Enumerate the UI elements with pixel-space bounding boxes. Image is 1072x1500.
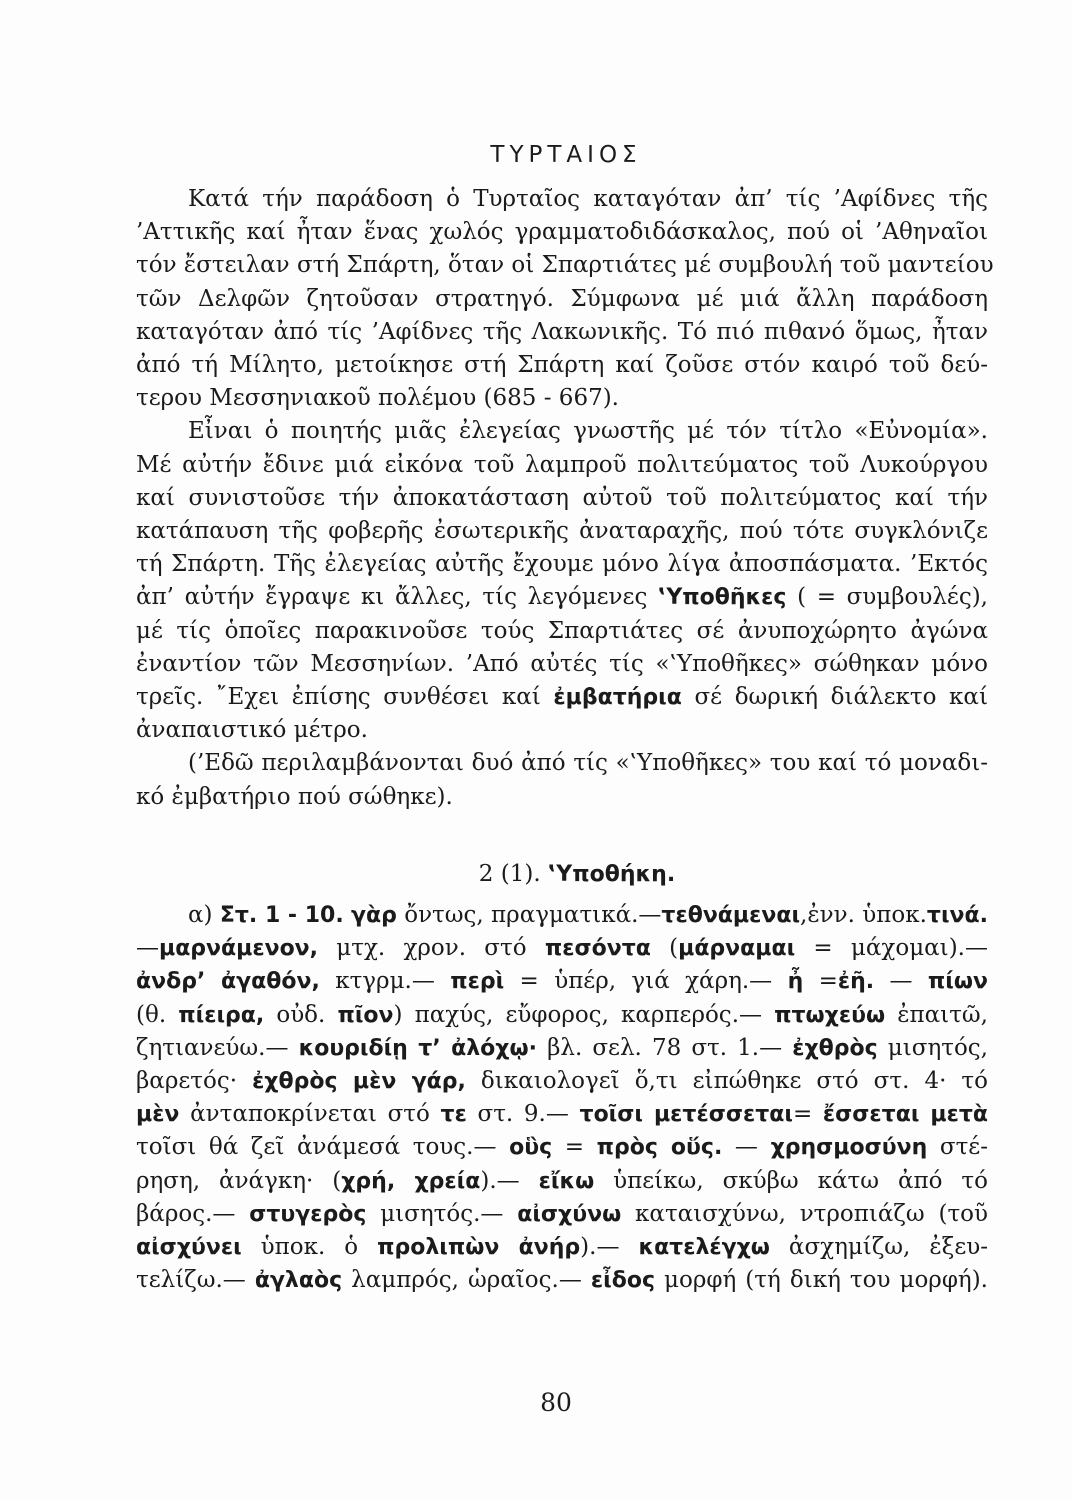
text-run: κτγρμ.— [319, 968, 451, 995]
text-run: α) [188, 902, 220, 929]
text-run: ,ἐνν. ὑποκ. [800, 902, 927, 929]
text-line [136, 581, 988, 614]
text-run: ρηση, ἀνάγκη· ( [136, 1167, 342, 1194]
bold-term: τεθνάμεναι [661, 903, 801, 929]
text-run: στέ- [927, 1134, 988, 1161]
text-run: ἀνταποκρίνεται στό [179, 1101, 441, 1128]
text-run: = ὑπέρ, γιά χάρη.— [504, 968, 788, 995]
text-line: τόν ἔστειλαν στή Σπάρτη, ὅταν οἱ Σπαρτιάτες μέ συμβουλή τοῦ μαντείου [136, 252, 994, 279]
note-line [136, 1165, 988, 1198]
note-line [136, 965, 988, 998]
bold-term: μὲν [136, 1102, 180, 1128]
note-line [136, 1231, 988, 1264]
bold-term: ἐχθρὸς μὲν γάρ, [252, 1069, 466, 1095]
section-title: ‛Υποθήκη. [547, 861, 676, 887]
text-line: Εἶναι ὁ ποιητής μιᾶς ἐλεγείας γνωστῆς μέ τόν τίτλο «Εὐνομία». [188, 418, 988, 445]
text-run: ( = συμβουλές), [786, 584, 988, 611]
note-line [136, 1032, 988, 1065]
bold-term: ἀνδρ’ ἀγαθόν, [136, 969, 320, 995]
note-line [136, 1131, 988, 1164]
note-line [136, 1264, 988, 1297]
note-line [136, 999, 988, 1032]
bold-term: χρή, χρεία [341, 1168, 481, 1194]
text-run: δικαιολογεῖ ὅ,τι εἰπώθηκε στό στ. 4· τό [465, 1068, 988, 1095]
bold-term: προλιπὼν ἀνήρ [377, 1235, 581, 1261]
bold-term: περὶ [450, 969, 505, 995]
text-line: καί συνιστοῦσε τήν ἀποκατάσταση αὐτοῦ τοῦ πολιτεύματος καί τήν [136, 484, 988, 511]
text-run: ὑπείκω, σκύβω κάτω ἀπό τό [594, 1167, 988, 1194]
text-line: (’Εδῶ περιλαμβάνονται δυό ἀπό τίς «‛Υποθῆκες» του καί τό μοναδι- [188, 750, 988, 777]
intro-paragraph [136, 183, 994, 415]
text-run [344, 902, 351, 928]
text-run: ἀπ’ αὐτήν ἔγραψε κι ἄλλες, τίς λεγόμενες [136, 584, 658, 611]
bold-term: ἐῆ. [837, 969, 875, 995]
bold-term: τε [440, 1102, 467, 1128]
text-run: = [552, 1134, 597, 1161]
text-line: τῶν Δελφῶν ζητοῦσαν στρατηγό. Σύμφωνα μέ μιά ἄλλη παράδοση [136, 285, 988, 312]
text-line: Κατά τήν παράδοση ὁ Τυρταῖος καταγόταν ἀπ’ τίς ’Αφίδνες τῆς [188, 186, 988, 212]
text-run: μισητός, [877, 1034, 988, 1061]
text-line: ἐναντίον τῶν Μεσσηνίων. ’Από αὐτές τίς «‛Υποθῆκες» σώθηκαν μόνο [136, 650, 988, 677]
commentary-notes [136, 899, 988, 1297]
bold-term: χρησμοσύνη [770, 1135, 928, 1161]
text-line: τή Σπάρτη. Τῆς ἐλεγείας αὐτῆς ἔχουμε μόνο λίγα ἀποσπάσματα. ’Εκτός [136, 551, 988, 578]
bold-term: εἴκω [538, 1168, 595, 1194]
bold-term: πρὸς οὕς. [596, 1135, 723, 1161]
text-run: ἀσχημίζω, ἐξευ- [769, 1234, 989, 1261]
text-run: ).— [580, 1234, 639, 1261]
text-line: τερου Μεσσηνιακοῦ πολέμου (685 - 667). [136, 385, 619, 412]
text-run: ὄντως, πραγματικά.— [396, 902, 662, 929]
page-body [136, 183, 994, 1298]
page-number: 80 [540, 1388, 572, 1417]
bold-term: εἶδος [590, 1268, 655, 1294]
section-heading [136, 858, 988, 891]
text-line: κό ἐμβατήριο πού σώθηκε). [136, 783, 453, 810]
bold-term: κουριδίῃ τ’ ἀλόχῳ· [298, 1035, 537, 1061]
text-run: (θ. [136, 1001, 179, 1028]
text-line: ἀπό τή Μίλητο, μετοίκησε στή Σπάρτη καί ζοῦσε στόν καιρό τοῦ δεύ- [136, 352, 988, 379]
text-run: ).— [480, 1167, 539, 1194]
text-run: ) παχύς, εὔφορος, καρπερός.— [393, 1001, 775, 1028]
text-run: οὐδ. [264, 1001, 338, 1028]
text-run: καταισχύνω, ντροπιάζω (τοῦ [621, 1200, 988, 1227]
text-run: = [792, 1101, 823, 1128]
text-run: ( [650, 935, 679, 962]
bold-term: κατελέγχω [638, 1235, 770, 1261]
bold-term: πίειρα, [178, 1002, 265, 1028]
text-run: βαρετός· [136, 1068, 253, 1095]
text-run: μτχ. χρον. στό [318, 935, 545, 962]
bold-term: μάρναμαι [678, 936, 796, 962]
page-title: ΤΥΡΤΑΙΟΣ [490, 142, 642, 168]
text-run: — [874, 968, 928, 995]
text-run: = μάχομαι).— [795, 935, 988, 962]
bold-term: ἔσσεται μετὰ [822, 1102, 988, 1128]
note-line [136, 932, 988, 965]
bold-term: τοῖσι μετέσσεται [579, 1102, 793, 1128]
text-line: καταγόταν ἀπό τίς ’Αφίδνες τῆς Λακωνικῆς. Τό πιό πιθανό ὅμως, ἦταν [136, 318, 988, 345]
text-line: κατάπαυση τῆς φοβερῆς ἐσωτερικῆς ἀναταραχῆς, πού τότε συγκλόνιζε [136, 518, 988, 545]
bold-term: Στ. 1 - 10. [219, 903, 344, 929]
note-line [136, 1065, 988, 1098]
text-run: = [803, 968, 838, 995]
bold-term: μαρνάμενον, [159, 936, 319, 962]
bold-term: πτωχεύω [774, 1002, 886, 1028]
text-run: τοῖσι θά ζεῖ ἀνάμεσά τους.— [136, 1134, 510, 1161]
note-line [136, 1198, 988, 1231]
text-run: ζητιανεύω.— [136, 1034, 299, 1061]
text-run: βάρος.— [136, 1200, 250, 1227]
text-run: μισητός.— [366, 1200, 518, 1227]
text-line: ἀναπαιστικό μέτρο. [136, 717, 368, 744]
bold-term: οὓς [509, 1135, 553, 1161]
bold-term: γὰρ [351, 903, 397, 929]
text-run: στ. 9.— [466, 1101, 580, 1128]
bold-term: πεσόντα [544, 936, 651, 962]
bold-term: αἰσχύνω [517, 1201, 622, 1227]
text-run: σέ δωρική διάλεκτο καί [681, 684, 988, 711]
text-line: μέ τίς ὁποῖες παρακινοῦσε τούς Σπαρτιάτες σέ ἀνυποχώρητο ἀγώνα [136, 617, 988, 644]
bold-term: ἀγλαὸς [254, 1268, 343, 1294]
bold-term: πίων [927, 969, 988, 995]
text-line [136, 681, 988, 714]
text-run: ὑποκ. ὁ [241, 1234, 378, 1261]
text-run: τρεῖς. ῎Εχει ἐπίσης συνθέσει καί [136, 684, 554, 711]
text-run: ἐπαιτῶ, [885, 1001, 988, 1028]
text-line: Μέ αὐτήν ἔδινε μιά εἰκόνα τοῦ λαμπροῦ πολιτεύματος τοῦ Λυκούργου [136, 451, 988, 478]
bold-term: ἐχθρὸς [792, 1035, 878, 1061]
text-line: ’Αττικῆς καί ἦταν ἕνας χωλός γραμματοδιδάσκαλος, πού οἱ ’Αθηναῖοι [136, 219, 988, 246]
bold-term: αἰσχύνει [136, 1235, 242, 1261]
bold-term: ‛Υποθῆκες [657, 585, 787, 611]
bold-term: στυγερὸς [249, 1201, 367, 1227]
text-run: τελίζω.— [136, 1267, 255, 1294]
note-line [136, 1098, 988, 1131]
section-number: 2 (1). [478, 860, 541, 887]
bold-term: ἦ [787, 969, 804, 995]
bold-term: τινά. [926, 903, 988, 929]
third-paragraph [136, 747, 988, 813]
note-line [136, 899, 988, 932]
bold-term: πῖον [337, 1002, 394, 1028]
text-run: — [722, 1134, 771, 1161]
text-run: — [136, 935, 159, 962]
text-run: μορφή (τή δική του μορφή). [654, 1267, 988, 1294]
bold-term: ἐμβατήρια [553, 685, 682, 711]
text-run: λαμπρός, ὡραῖος.— [342, 1267, 591, 1294]
text-run: βλ. σελ. 78 στ. 1.— [536, 1034, 793, 1061]
second-paragraph [136, 415, 988, 747]
